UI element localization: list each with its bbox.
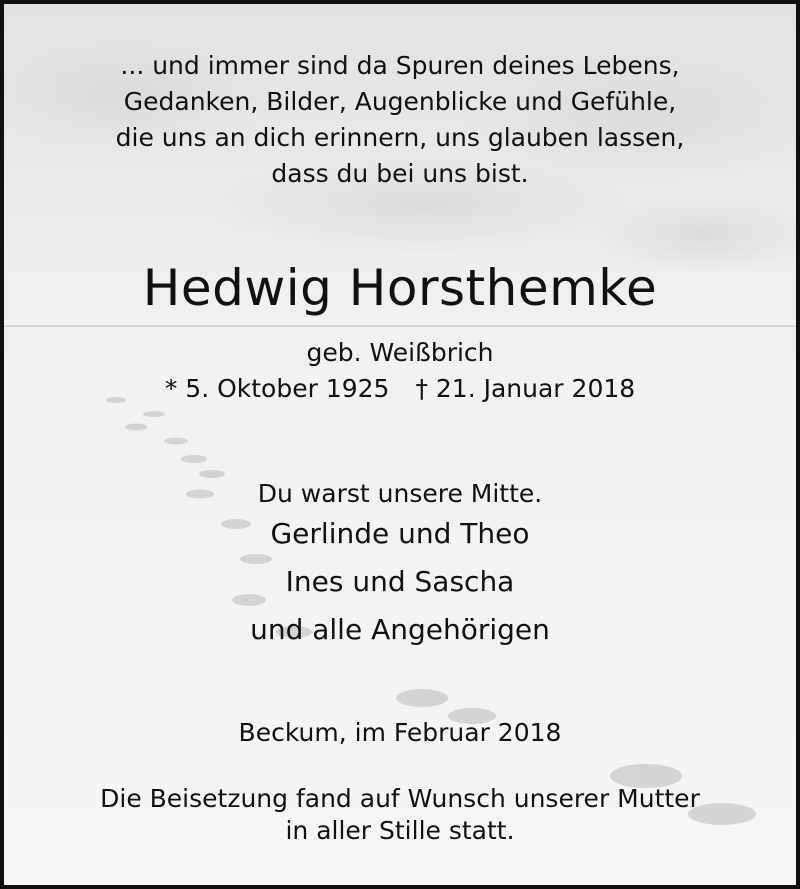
life-dates bbox=[4, 374, 796, 403]
mourner-line-3: und alle Angehörigen bbox=[250, 613, 550, 646]
death-date: † 21. Januar 2018 bbox=[415, 374, 636, 403]
farewell-line-1: Du warst unsere Mitte. bbox=[257, 479, 543, 508]
maiden-name: geb. Weißbrich bbox=[306, 338, 494, 367]
mourner-line-1: Gerlinde und Theo bbox=[270, 517, 530, 550]
birth-date: * 5. Oktober 1925 bbox=[164, 374, 390, 403]
place-date: Beckum, im Februar 2018 bbox=[238, 718, 562, 747]
poem-line-3: die uns an dich erinnern, uns glauben lassen, bbox=[115, 123, 685, 152]
poem-line-4: dass du bei uns bist. bbox=[271, 159, 529, 188]
poem-line-1: ... und immer sind da Spuren deines Lebens, bbox=[120, 51, 680, 80]
burial-note-line-2: in aller Stille statt. bbox=[285, 816, 515, 845]
notice-text bbox=[4, 4, 796, 885]
burial-note-line-1: Die Beisetzung fand auf Wunsch unserer Mutter bbox=[100, 784, 700, 813]
deceased-name: Hedwig Horsthemke bbox=[142, 259, 658, 317]
poem-line-2: Gedanken, Bilder, Augenblicke und Gefühle, bbox=[123, 87, 677, 116]
mourner-line-2: Ines und Sascha bbox=[285, 565, 515, 598]
